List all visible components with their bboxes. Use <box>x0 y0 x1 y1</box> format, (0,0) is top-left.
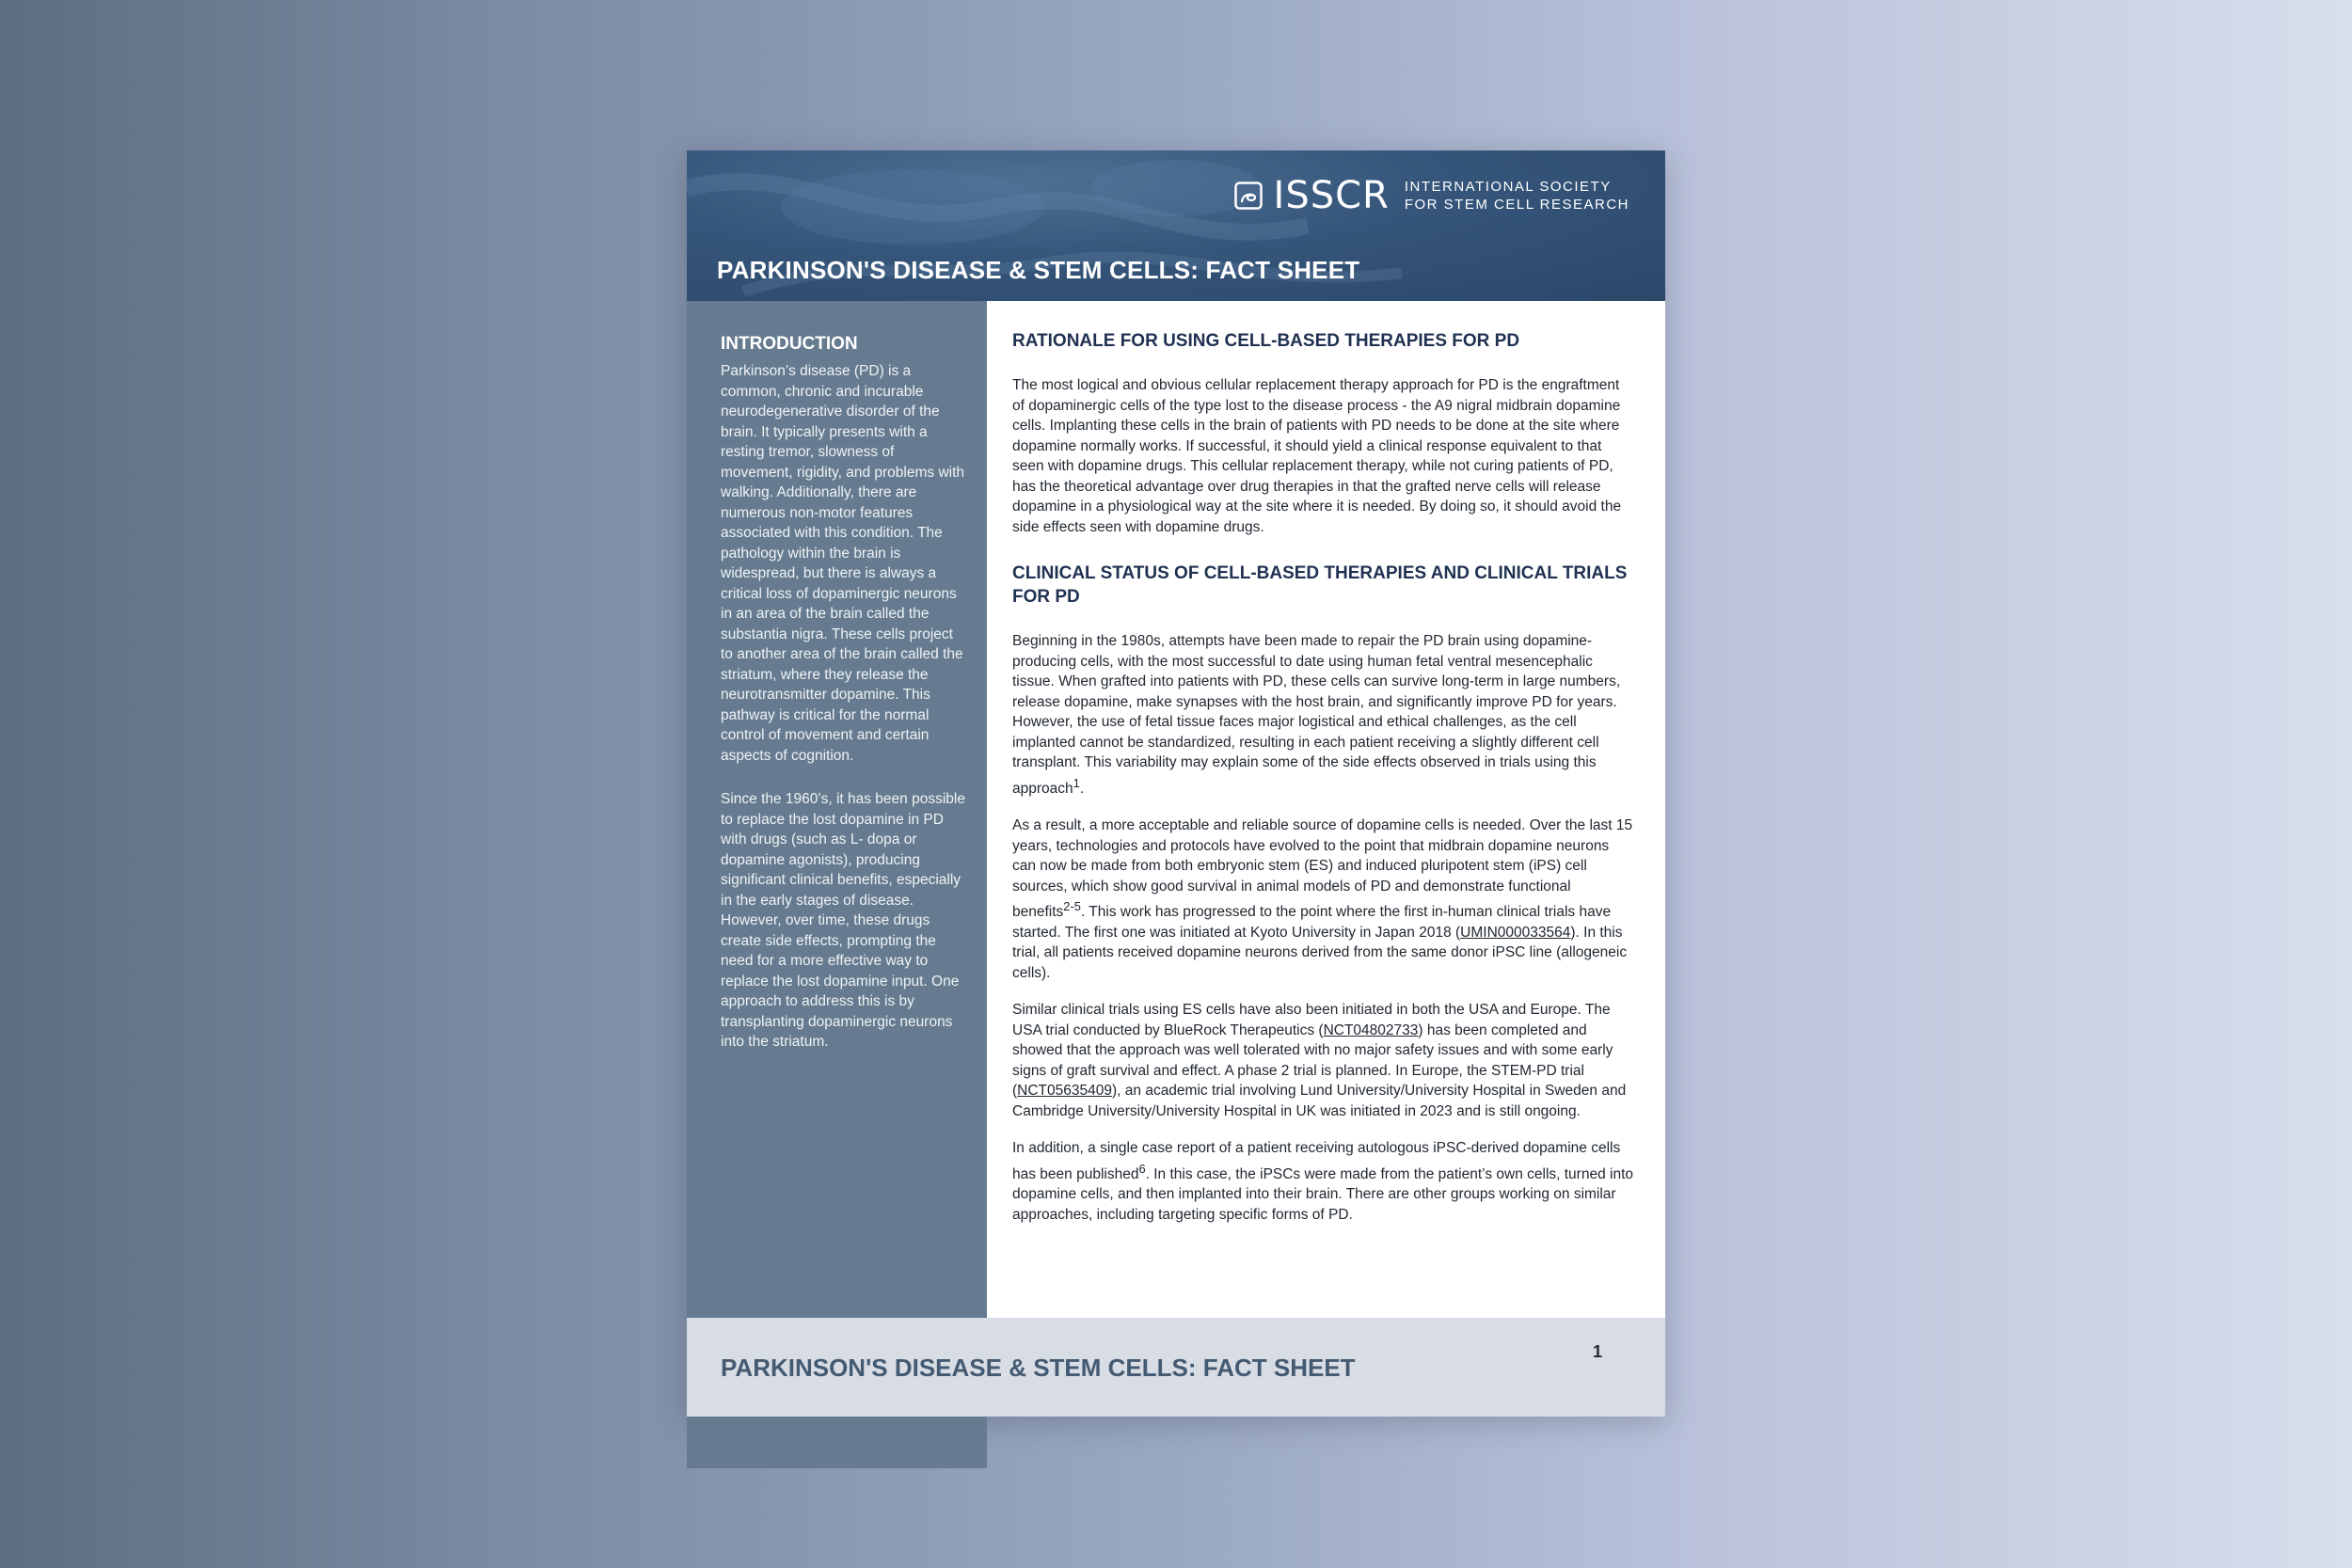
sidebar-heading: INTRODUCTION <box>721 334 858 354</box>
footer-title: PARKINSON'S DISEASE & STEM CELLS: FACT SHEET <box>721 1354 1356 1382</box>
section-heading-clinical-status: CLINICAL STATUS OF CELL-BASED THERAPIES AND CLINICAL TRIALS FOR PD <box>1012 563 1628 607</box>
clinical-paragraph-3-text-a: Similar clinical trials using ES cells have also been initiated in both the USA and Europe. The USA trial conducted by BlueRock Therapeutics ( <box>1012 1002 1611 1038</box>
clinical-paragraph-4 <box>1012 1138 1633 1225</box>
trial-link-nct05635409[interactable]: NCT05635409 <box>1017 1083 1112 1100</box>
trial-link-umin000033564[interactable]: UMIN000033564 <box>1460 924 1571 941</box>
trial-link-nct04802733[interactable]: NCT04802733 <box>1323 1022 1419 1038</box>
clinical-paragraph-2-text-a: As a result, a more acceptable and reliable source of dopamine cells is needed. Over the last 15 years, technologies and protocols have evolved to the point that midbrain dopamine neurons can now be made from both embryonic stem (ES) and induced pluripotent stem (iPS) cell sources, which show good survival in animal models of PD and demonstrate functional benefits <box>1012 817 1633 921</box>
clinical-paragraph-4-text-b: . In this case, the iPSCs were made from the patient’s own cells, turned into dopamine cells, and then implanted into their brain. There are other groups working on similar approaches, including targeting specific forms of PD. <box>1012 1165 1633 1223</box>
clinical-paragraph-4-text-a: In addition, a single case report of a patient receiving autologous iPSC-derived dopamine cells has been published <box>1012 1140 1621 1182</box>
section-heading-rationale: RATIONALE FOR USING CELL-BASED THERAPIES FOR PD <box>1012 331 1520 351</box>
logo-wordmark: ISSCR <box>1273 174 1390 217</box>
clinical-paragraph-2-text-b: . This work has progressed to the point where the first in-human clinical trials have started. The first one was initiated at Kyoto University in Japan 2018 ( <box>1012 904 1612 941</box>
clinical-paragraph-3-text-c: ), an academic trial involving Lund University/University Hospital in Sweden and Cambridge University/University Hospital in UK was initiated in 2023 and is still ongoing. <box>1012 1083 1627 1119</box>
rationale-paragraph: The most logical and obvious cellular replacement therapy approach for PD is the engraftment of dopaminergic cells of the type lost to the disease process - the A9 nigral midbrain dopamine cells. Implanting these cells in the brain of patients with PD needs to be done at the site where dopamine normally works. If successful, it should yield a clinical response equivalent to that seen with dopamine drugs. This cellular replacement therapy, while not curing patients of PD, has the theoretical advantage over drug therapies in that the grafted nerve cells will release dopamine in a physiological way at the site where it is needed. By doing so, it should avoid the side effects seen with dopamine drugs. <box>1012 377 1622 535</box>
isscr-logo-icon <box>1234 182 1263 210</box>
page-footer <box>687 1318 1665 1417</box>
clinical-paragraph-3-text-b: ) has been completed and showed that the approach was well tolerated with no major safety issues and with some early signs of graft survival and effect. A phase 2 trial is planned. In Europe, the STEM-PD trial ( <box>1012 1022 1613 1100</box>
citation-1: 1 <box>1073 775 1080 790</box>
page-header <box>687 150 1665 301</box>
logo-subtitle <box>1405 178 1629 214</box>
introduction-sidebar <box>687 301 987 1468</box>
logo-subtitle-line-1: INTERNATIONAL SOCIETY <box>1404 179 1612 195</box>
sidebar-paragraph-2: Since the 1960’s, it has been possible to replace the lost dopamine in PD with drugs (such as L- dopa or dopamine agonists), producing significant clinical benefits, especially in the early stages of disease. However, over time, these drugs create side effects, prompting the need for a more effective way to replace the lost dopamine input. One approach to address this is by transplanting dopaminergic neurons into the striatum. <box>721 791 965 1050</box>
citation-6: 6 <box>1138 1161 1146 1176</box>
clinical-paragraph-1-end: . <box>1079 780 1085 797</box>
clinical-paragraph-2 <box>1012 816 1633 983</box>
page-title: PARKINSON'S DISEASE & STEM CELLS: FACT SHEET <box>717 256 1360 284</box>
clinical-paragraph-1-text: Beginning in the 1980s, attempts have been made to repair the PD brain using dopamine-producing cells, with the most successful to date using human fetal ventral mesencephalic tissue. When grafted into patients with PD, these cells can survive long-term in large numbers, release dopamine, make synapses with the host brain, and significantly improve PD for years. However, the use of fetal tissue faces major logistical and ethical challenges, as the cell implanted cannot be standardized, resulting in each patient receiving a slightly different cell transplant. This variability may explain some of the side effects observed in trials using this approach <box>1012 633 1621 797</box>
citation-2-5: 2-5 <box>1063 899 1081 914</box>
sidebar-paragraph-1: Parkinson’s disease (PD) is a common, chronic and incurable neurodegenerative disorder of the brain. It typically presents with a resting tremor, slowness of movement, rigidity, and problems with walking. Additionally, there are numerous non-motor features associated with this condition. The pathology within the brain is widespread, but there is always a critical loss of dopaminergic neurons in an area of the brain called the substantia nigra. These cells project to another area of the brain called the striatum, where they release the neurotransmitter dopamine. This pathway is critical for the normal control of movement and certain aspects of cognition. <box>721 363 965 764</box>
page-number: 1 <box>1593 1342 1603 1361</box>
isscr-logo <box>1234 175 1629 216</box>
fact-sheet-page <box>687 150 1665 1417</box>
logo-subtitle-line-2: FOR STEM CELL RESEARCH <box>1404 197 1629 213</box>
clinical-paragraph-3 <box>1012 1000 1633 1121</box>
clinical-paragraph-2-text-c: ). In this trial, all patients received dopamine neurons derived from the same donor iPSC line (allogeneic cells). <box>1012 924 1628 981</box>
clinical-paragraph-1 <box>1012 631 1633 799</box>
main-content <box>1012 329 1633 1242</box>
